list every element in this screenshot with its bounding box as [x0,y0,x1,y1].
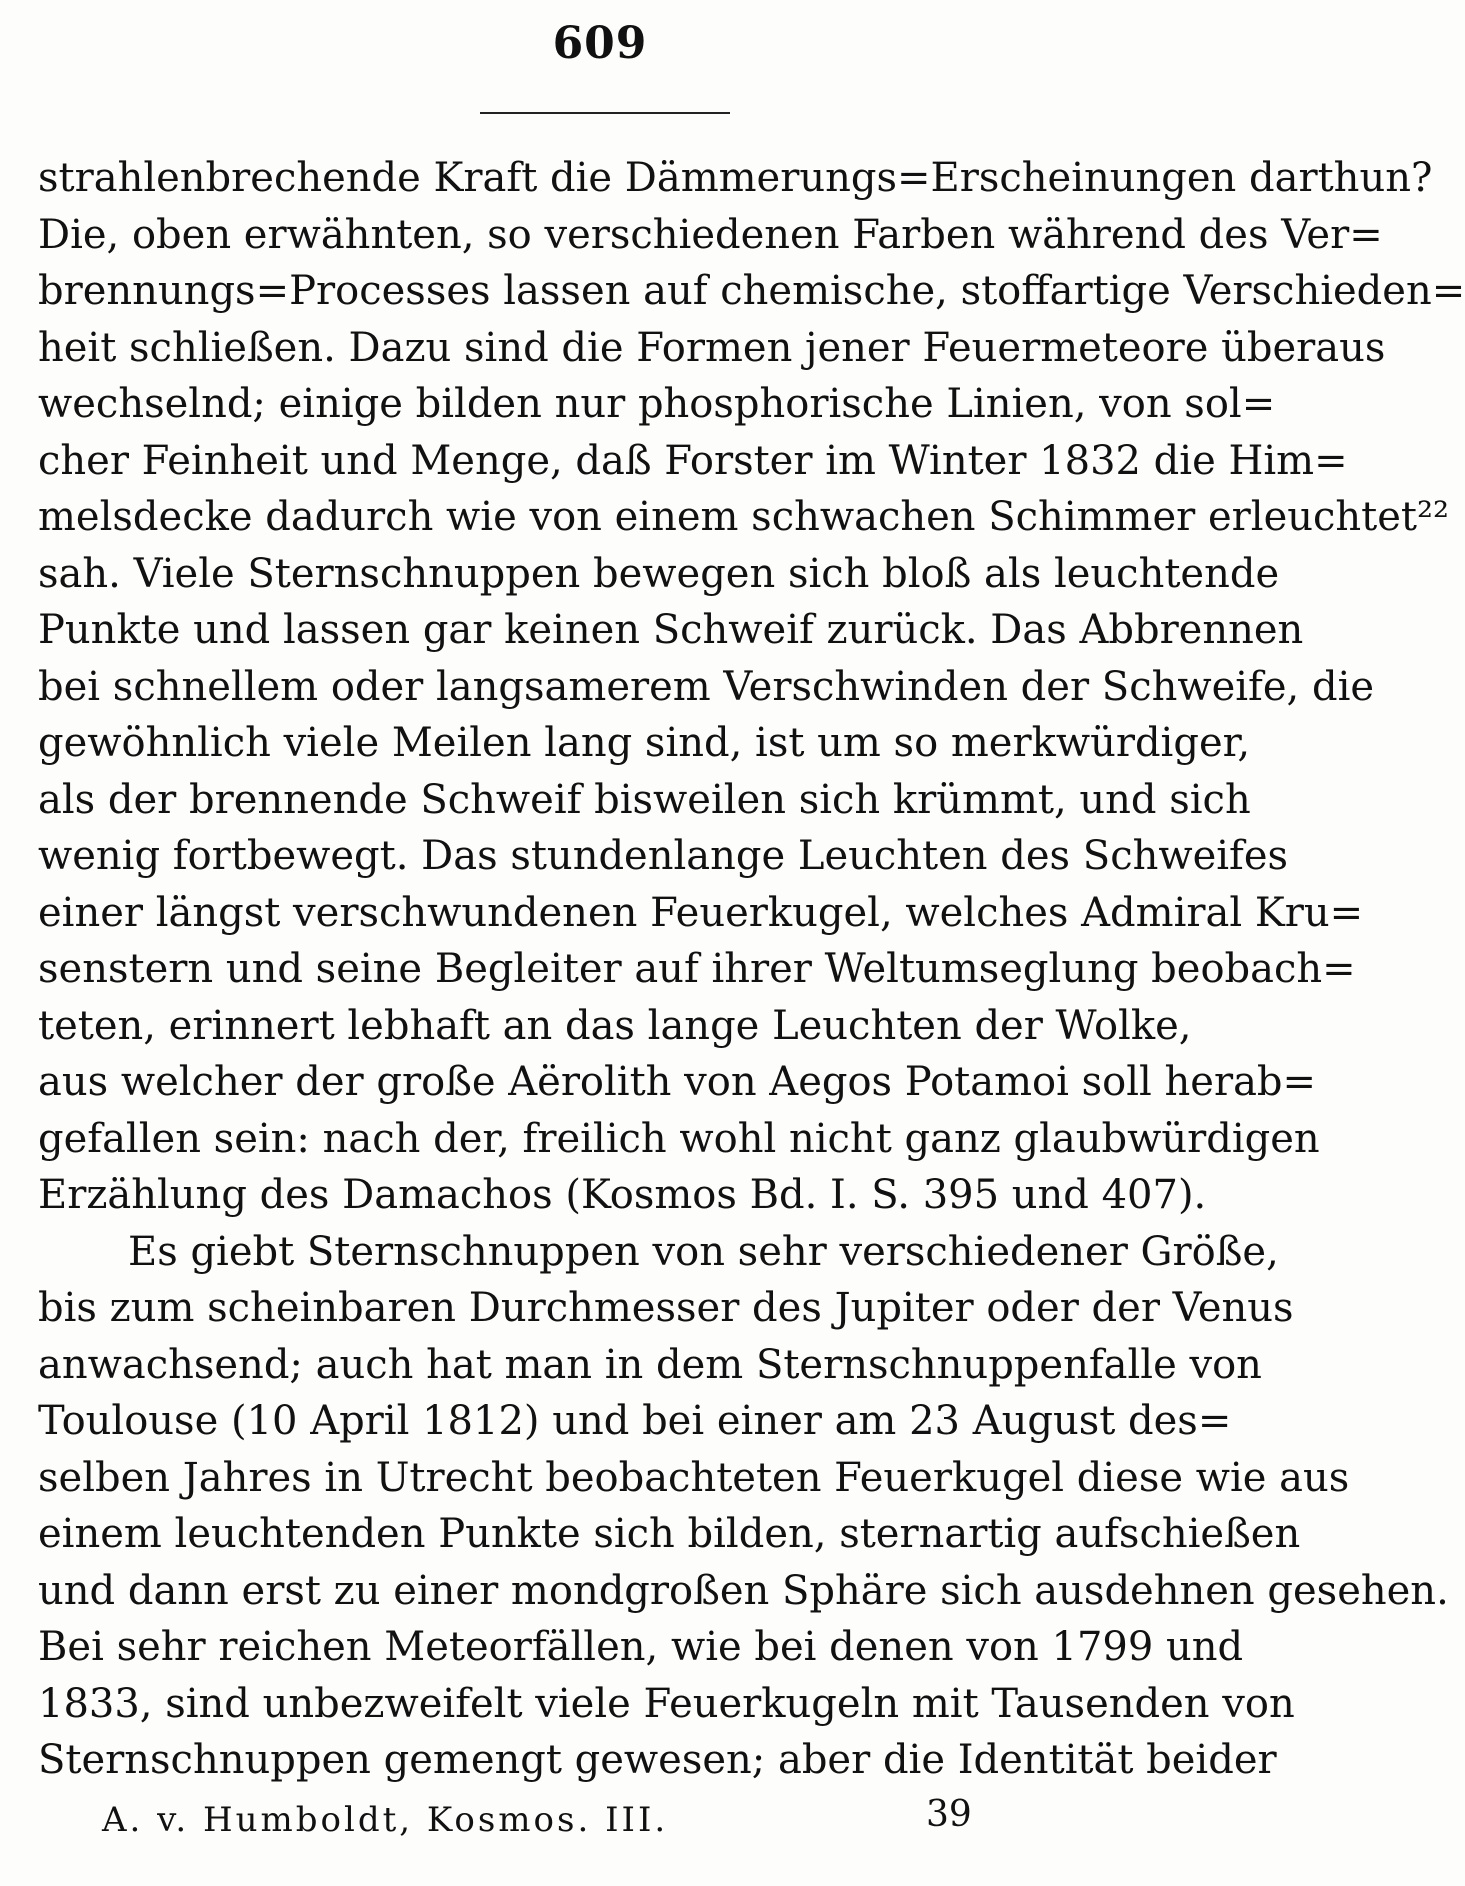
text-line: 1833, sind unbezweifelt viele Feuerkugeln mit Tausenden von [38,1680,1295,1727]
text-line: wechselnd; einige bilden nur phosphorische Linien, von sol= [38,381,1276,427]
text-line: sah. Viele Sternschnuppen bewegen sich bloß als leuchtende [38,550,1280,597]
text-line: teten, erinnert lebhaft an das lange Leuchten der Wolke, [38,1002,1192,1049]
text-line: Toulouse (10 April 1812) und bei einer am 23 August des= [38,1398,1232,1444]
footer-signature: A. v. Humboldt, Kosmos. III. [102,1800,669,1840]
text-line: brennungs=Processes lassen auf chemische, stoffartige Verschieden= [38,268,1465,314]
text-line: gewöhnlich viele Meilen lang sind, ist um so merkwürdiger, [38,720,1251,766]
text-line: Erzählung des Damachos (Kosmos Bd. I. S. 395 und 407). [38,1172,1207,1218]
text-line: melsdecke dadurch wie von einem schwachen Schimmer erleuchtet²² [38,494,1450,540]
text-line: Sternschnuppen gemengt gewesen; aber die Identität beider [38,1737,1277,1783]
body-text [38,150,1465,1789]
header-rule [480,112,730,114]
text-line: heit schließen. Dazu sind die Formen jener Feuermeteore überaus [38,324,1386,371]
text-line: Die, oben erwähnten, so verschiedenen Farben während des Ver= [38,211,1383,258]
text-line: wenig fortbewegt. Das stundenlange Leuchten des Schweifes [38,833,1289,879]
text-line: strahlenbrechende Kraft die Dämmerungs=Erscheinungen darthun? [38,155,1433,201]
text-line: Es giebt Sternschnuppen von sehr verschiedener Größe, [128,1228,1279,1275]
text-line: einem leuchtenden Punkte sich bilden, sternartig aufschießen [38,1511,1301,1557]
text-line: und dann erst zu einer mondgroßen Sphäre sich ausdehnen gesehen. [38,1567,1449,1614]
page-number: 609 [552,18,648,69]
text-line: senstern und seine Begleiter auf ihrer Weltumseglung beobach= [38,946,1356,992]
text-line: Punkte und lassen gar keinen Schweif zurück. Das Abbrennen [38,607,1304,653]
text-line: gefallen sein: nach der, freilich wohl nicht ganz glaubwürdigen [38,1115,1320,1162]
page-footer [0,1794,1200,1850]
text-line: selben Jahres in Utrecht beobachteten Feuerkugel diese wie aus [38,1454,1350,1501]
text-line: anwachsend; auch hat man in dem Sternschnuppenfalle von [38,1341,1262,1388]
text-line: einer längst verschwundenen Feuerkugel, welches Admiral Kru= [38,889,1364,936]
text-line: bei schnellem oder langsamerem Verschwinden der Schweife, die [38,663,1375,710]
text-line: als der brennende Schweif bisweilen sich krümmt, und sich [38,776,1251,823]
text-line: bis zum scheinbaren Durchmesser des Jupiter oder der Venus [38,1285,1294,1331]
sheet-number: 39 [926,1794,972,1835]
text-line: cher Feinheit und Menge, daß Forster im Winter 1832 die Him= [38,437,1348,484]
text-line: Bei sehr reichen Meteorfällen, wie bei denen von 1799 und [38,1624,1244,1670]
text-line: aus welcher der große Aërolith von Aegos Potamoi soll herab= [38,1059,1317,1105]
